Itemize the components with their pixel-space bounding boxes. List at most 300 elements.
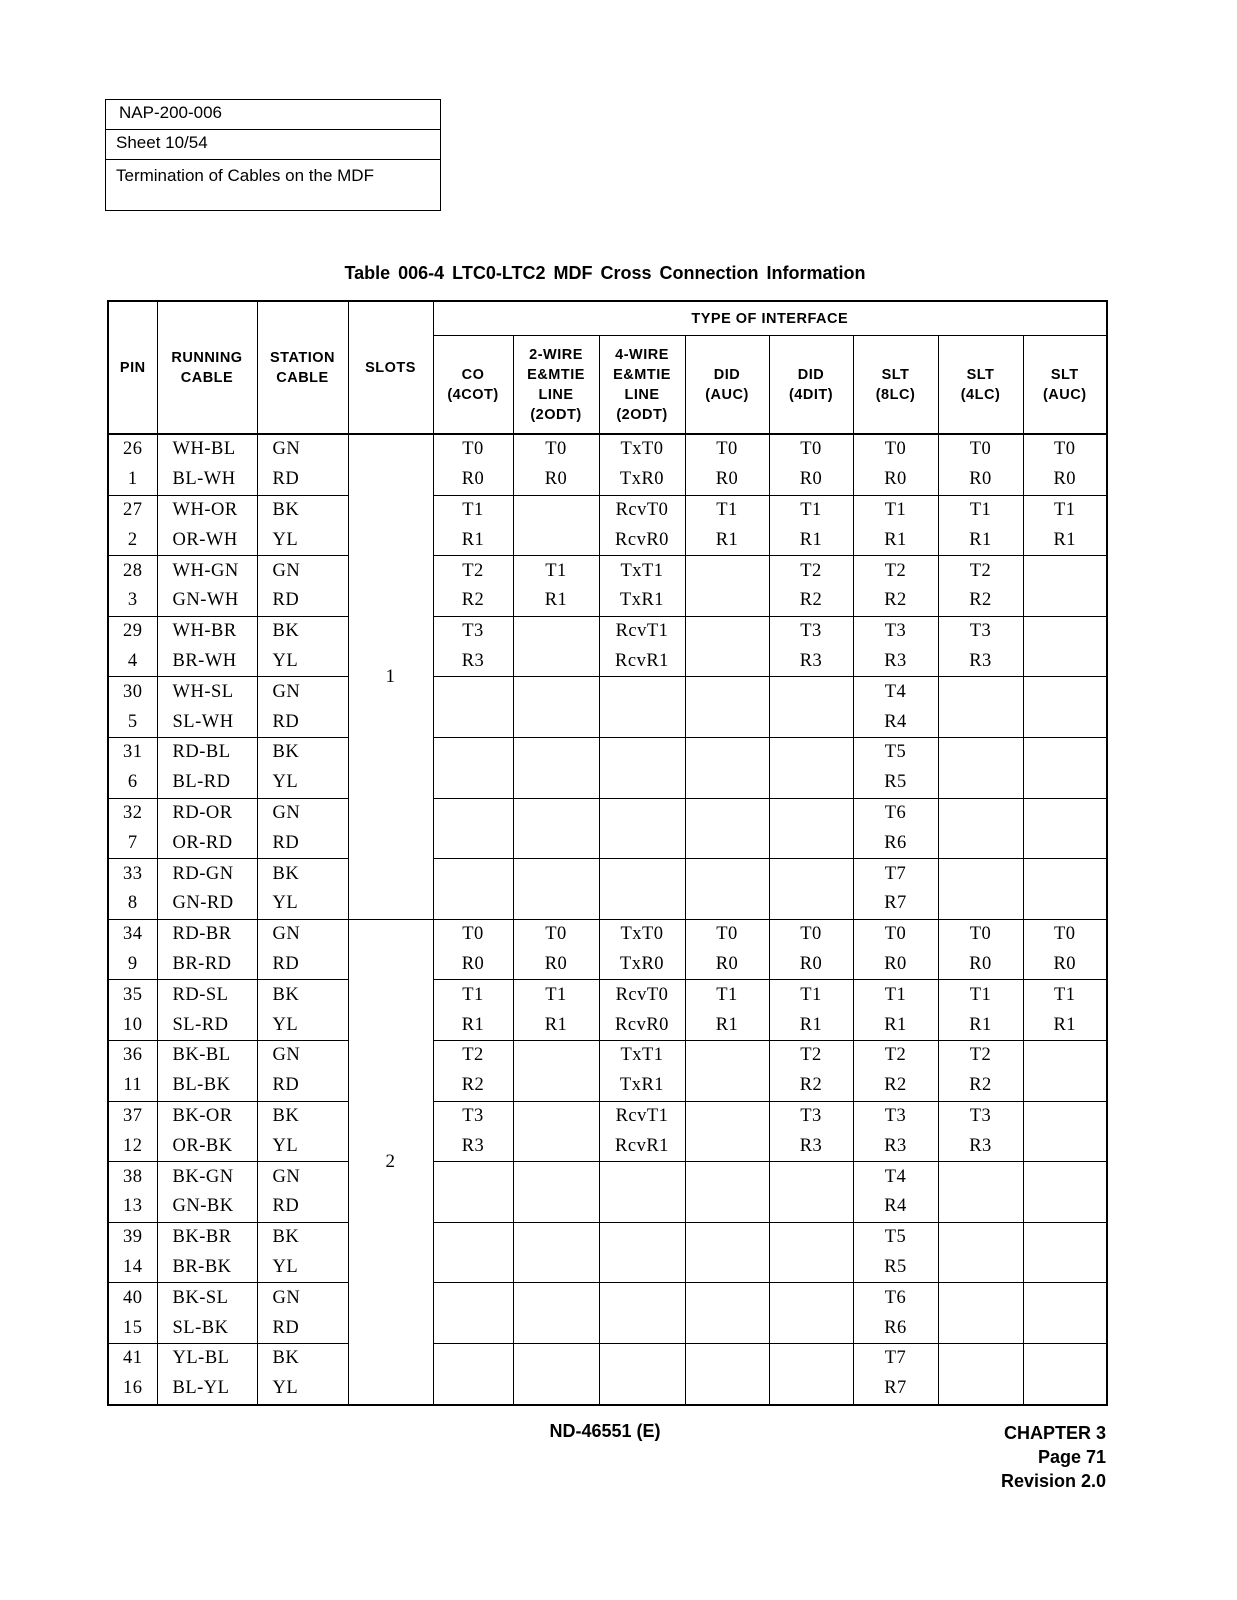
doc-subject: Termination of Cables on the MDF [116,166,374,185]
interface-cell [433,1283,513,1313]
interface-cell [938,859,1023,889]
chapter-label: CHAPTER 3 [1003,1423,1106,1443]
interface-cell: RcvR1 [599,647,685,677]
interface-cell [938,1222,1023,1252]
document-info-box [105,99,441,211]
interface-cell [1023,798,1107,828]
col-header-interface: SLT (AUC) [1023,336,1107,435]
table-row [108,889,1107,919]
interface-cell: TxT1 [599,1040,685,1070]
station-cable-cell: YL [257,1374,348,1405]
col-header-interface: DID (AUC) [685,336,769,435]
interface-cell [433,1162,513,1192]
interface-cell: R3 [853,1131,938,1161]
running-cable-cell: RD-GN [157,859,257,889]
sheet-number: Sheet 10/54 [106,130,440,160]
station-cable-cell: BK [257,1222,348,1252]
interface-cell [513,798,599,828]
pin-cell: 14 [108,1253,157,1283]
interface-cell: RcvT1 [599,616,685,646]
interface-cell: TxR0 [599,950,685,980]
interface-cell: T4 [853,1162,938,1192]
interface-cell [513,1101,599,1131]
interface-cell: R3 [769,647,853,677]
interface-cell [938,1253,1023,1283]
interface-cell [938,889,1023,919]
interface-cell [433,677,513,707]
interface-cell [769,1343,853,1373]
interface-cell: T3 [853,616,938,646]
interface-cell: T2 [769,1040,853,1070]
station-cable-cell: BK [257,859,348,889]
interface-cell [513,1343,599,1373]
doc-id: NAP-200-006 [106,100,440,130]
interface-cell [599,889,685,919]
interface-cell: R7 [853,1374,938,1405]
interface-cell [1023,616,1107,646]
interface-cell [938,768,1023,798]
interface-cell: T1 [853,980,938,1010]
interface-cell [1023,1101,1107,1131]
interface-cell: R3 [769,1131,853,1161]
table-row [108,1131,1107,1161]
running-cable-cell: WH-SL [157,677,257,707]
station-cable-cell: YL [257,1010,348,1040]
page-number: Page 71 [1037,1447,1106,1467]
station-cable-cell: GN [257,1040,348,1070]
table-row [108,1343,1107,1373]
revision-label: Revision 2.0 [1000,1471,1106,1491]
interface-cell [938,828,1023,858]
interface-cell [599,1253,685,1283]
interface-cell: R2 [769,586,853,616]
interface-cell: R2 [433,1071,513,1101]
interface-cell: T0 [938,434,1023,465]
col-header-type-of-interface: TYPE OF INTERFACE [433,301,1107,336]
interface-cell: R0 [938,950,1023,980]
interface-cell: R1 [938,525,1023,555]
pin-cell: 3 [108,586,157,616]
interface-cell [513,859,599,889]
interface-cell [769,859,853,889]
interface-cell [938,1283,1023,1313]
interface-cell [599,737,685,767]
running-cable-cell: RD-OR [157,798,257,828]
running-cable-cell: WH-BL [157,434,257,465]
interface-cell: R2 [853,586,938,616]
interface-cell: T0 [938,919,1023,949]
table-row [108,768,1107,798]
interface-cell: T2 [433,556,513,586]
pin-cell: 36 [108,1040,157,1070]
table-row [108,919,1107,949]
interface-cell [769,889,853,919]
document-number: ND-46551 (E) [549,1421,661,1441]
interface-cell: R2 [938,586,1023,616]
pin-cell: 13 [108,1192,157,1222]
running-cable-cell: YL-BL [157,1343,257,1373]
interface-cell [685,1222,769,1252]
interface-cell: TxT0 [599,919,685,949]
running-cable-cell: BR-WH [157,647,257,677]
interface-cell: T1 [433,495,513,525]
interface-cell: RcvR0 [599,525,685,555]
interface-cell: T2 [433,1040,513,1070]
interface-cell [433,737,513,767]
table-row [108,950,1107,980]
pin-cell: 2 [108,525,157,555]
interface-cell [433,1253,513,1283]
interface-cell: R2 [769,1071,853,1101]
pin-cell: 34 [108,919,157,949]
station-cable-cell: BK [257,616,348,646]
interface-cell: R1 [1023,525,1107,555]
pin-cell: 27 [108,495,157,525]
interface-cell: R7 [853,889,938,919]
interface-cell [433,707,513,737]
pin-cell: 16 [108,1374,157,1405]
interface-cell [433,798,513,828]
station-cable-cell: BK [257,980,348,1010]
interface-cell: T1 [513,980,599,1010]
table-row [108,677,1107,707]
interface-cell: TxR0 [599,465,685,495]
interface-cell [769,1374,853,1405]
table-row [108,1010,1107,1040]
pin-cell: 35 [108,980,157,1010]
table-row [108,465,1107,495]
pin-cell: 28 [108,556,157,586]
table-title: Table 006-4 LTC0-LTC2 MDF Cross Connection Information [344,263,866,283]
running-cable-cell: BL-RD [157,768,257,798]
interface-cell [433,1374,513,1405]
interface-cell [433,889,513,919]
interface-cell [1023,647,1107,677]
running-cable-cell: BL-YL [157,1374,257,1405]
interface-cell [1023,1131,1107,1161]
interface-cell [513,768,599,798]
interface-cell: R2 [433,586,513,616]
interface-cell [938,707,1023,737]
interface-cell: R0 [685,465,769,495]
interface-cell [433,1343,513,1373]
pin-cell: 26 [108,434,157,465]
pin-cell: 7 [108,828,157,858]
interface-cell [513,707,599,737]
station-cable-cell: GN [257,1162,348,1192]
interface-cell [599,1222,685,1252]
table-row [108,980,1107,1010]
interface-cell: R3 [433,1131,513,1161]
interface-cell [685,1101,769,1131]
pin-cell: 11 [108,1071,157,1101]
table-row [108,707,1107,737]
interface-cell [1023,737,1107,767]
interface-cell [769,1283,853,1313]
running-cable-cell: OR-RD [157,828,257,858]
interface-cell [938,1313,1023,1343]
interface-cell [599,798,685,828]
interface-cell [938,798,1023,828]
interface-cell [1023,859,1107,889]
interface-cell [685,1283,769,1313]
interface-cell [1023,1253,1107,1283]
interface-cell [599,1374,685,1405]
pin-cell: 5 [108,707,157,737]
interface-cell: T4 [853,677,938,707]
interface-cell: R1 [513,1010,599,1040]
interface-cell [769,1222,853,1252]
table-body [108,434,1107,1405]
station-cable-cell: RD [257,707,348,737]
interface-cell [685,616,769,646]
interface-cell: T1 [1023,980,1107,1010]
pin-cell: 10 [108,1010,157,1040]
interface-cell: R0 [433,950,513,980]
interface-cell: T0 [769,434,853,465]
interface-cell [513,1071,599,1101]
interface-cell [433,768,513,798]
interface-cell [685,586,769,616]
interface-cell: T1 [769,980,853,1010]
pin-cell: 15 [108,1313,157,1343]
interface-cell: T1 [513,556,599,586]
table-row [108,1313,1107,1343]
interface-cell [769,1192,853,1222]
table-row [108,616,1107,646]
col-header-interface: SLT (4LC) [938,336,1023,435]
interface-cell [769,1162,853,1192]
pin-cell: 4 [108,647,157,677]
interface-cell: T5 [853,737,938,767]
interface-cell [685,1343,769,1373]
interface-cell [1023,1343,1107,1373]
interface-cell: R0 [433,465,513,495]
interface-cell: RcvT1 [599,1101,685,1131]
table-row [108,859,1107,889]
running-cable-cell: GN-WH [157,586,257,616]
interface-cell [685,1313,769,1343]
table-row [108,737,1107,767]
table-row [108,828,1107,858]
interface-cell: R1 [938,1010,1023,1040]
interface-cell [433,828,513,858]
interface-cell [769,677,853,707]
station-cable-cell: YL [257,647,348,677]
interface-cell: T1 [433,980,513,1010]
interface-cell: T1 [685,495,769,525]
station-cable-cell: BK [257,495,348,525]
table-row [108,525,1107,555]
interface-cell: TxT1 [599,556,685,586]
table-row [108,1283,1107,1313]
table-row [108,1071,1107,1101]
interface-cell: R0 [685,950,769,980]
interface-cell [513,1253,599,1283]
pin-cell: 1 [108,465,157,495]
interface-cell [513,1283,599,1313]
interface-cell: T0 [1023,919,1107,949]
slot-cell: 1 [348,434,433,919]
col-header-slots: SLOTS [348,301,433,434]
interface-cell: T2 [938,556,1023,586]
pin-cell: 41 [108,1343,157,1373]
interface-cell [685,1374,769,1405]
interface-cell: T0 [513,919,599,949]
interface-cell: R6 [853,828,938,858]
station-cable-cell: RD [257,828,348,858]
station-cable-cell: GN [257,556,348,586]
col-header-interface: SLT (8LC) [853,336,938,435]
table-row [108,1162,1107,1192]
pin-cell: 38 [108,1162,157,1192]
interface-cell [685,828,769,858]
interface-cell [433,1222,513,1252]
interface-cell: R1 [685,525,769,555]
interface-cell: RcvT0 [599,980,685,1010]
interface-cell [513,495,599,525]
interface-cell: R1 [685,1010,769,1040]
interface-cell: T0 [433,919,513,949]
interface-cell [1023,1283,1107,1313]
interface-cell [938,677,1023,707]
interface-cell: T1 [938,495,1023,525]
interface-cell [513,828,599,858]
running-cable-cell: WH-GN [157,556,257,586]
interface-cell: RcvR0 [599,1010,685,1040]
pin-cell: 31 [108,737,157,767]
running-cable-cell: RD-SL [157,980,257,1010]
interface-cell: R3 [853,647,938,677]
interface-cell [1023,1222,1107,1252]
running-cable-cell: GN-RD [157,889,257,919]
interface-cell: T0 [685,434,769,465]
station-cable-cell: YL [257,768,348,798]
station-cable-cell: GN [257,677,348,707]
pin-cell: 9 [108,950,157,980]
interface-cell [685,556,769,586]
station-cable-cell: BK [257,1343,348,1373]
interface-cell [769,828,853,858]
interface-cell [1023,1040,1107,1070]
station-cable-cell: YL [257,1131,348,1161]
running-cable-cell: OR-BK [157,1131,257,1161]
col-header-station-cable: STATION CABLE [257,301,348,434]
interface-cell [599,768,685,798]
interface-cell: RcvT0 [599,495,685,525]
interface-cell: TxT0 [599,434,685,465]
interface-cell: TxR1 [599,586,685,616]
interface-cell: T3 [433,616,513,646]
interface-cell [938,1374,1023,1405]
running-cable-cell: BK-GN [157,1162,257,1192]
interface-cell [599,828,685,858]
interface-cell [513,1222,599,1252]
interface-cell: R1 [513,586,599,616]
pin-cell: 29 [108,616,157,646]
interface-cell [513,1192,599,1222]
col-header-interface: CO (4COT) [433,336,513,435]
pin-cell: 30 [108,677,157,707]
interface-cell [513,1162,599,1192]
interface-cell [685,1131,769,1161]
interface-cell [1023,677,1107,707]
running-cable-cell: BL-WH [157,465,257,495]
interface-cell: T1 [685,980,769,1010]
running-cable-cell: BL-BK [157,1071,257,1101]
interface-cell [513,1040,599,1070]
pin-cell: 40 [108,1283,157,1313]
running-cable-cell: SL-RD [157,1010,257,1040]
station-cable-cell: RD [257,465,348,495]
interface-cell [1023,768,1107,798]
interface-cell: T1 [853,495,938,525]
interface-cell: T0 [1023,434,1107,465]
pin-cell: 6 [108,768,157,798]
interface-cell [769,737,853,767]
station-cable-cell: BK [257,1101,348,1131]
interface-cell [685,647,769,677]
interface-cell [938,1343,1023,1373]
interface-cell [685,1071,769,1101]
interface-cell [1023,828,1107,858]
interface-cell [433,1192,513,1222]
running-cable-cell: BR-BK [157,1253,257,1283]
table-row [108,1040,1107,1070]
interface-cell [513,889,599,919]
col-header-running-cable: RUNNING CABLE [157,301,257,434]
station-cable-cell: GN [257,1283,348,1313]
interface-cell: TxR1 [599,1071,685,1101]
pin-cell: 37 [108,1101,157,1131]
interface-cell [685,737,769,767]
interface-cell: T0 [433,434,513,465]
table-row [108,1101,1107,1131]
interface-cell: T2 [853,556,938,586]
cross-connection-table [107,300,1108,1406]
interface-cell [1023,586,1107,616]
interface-cell: T1 [769,495,853,525]
interface-cell: R0 [513,465,599,495]
interface-cell [769,798,853,828]
col-header-interface: 4-WIRE E&MTIE LINE (2ODT) [599,336,685,435]
interface-cell [685,889,769,919]
interface-cell [599,1343,685,1373]
interface-cell [769,768,853,798]
table-row [108,434,1107,465]
interface-cell: T3 [938,1101,1023,1131]
interface-cell [513,647,599,677]
col-header-pin: PIN [108,301,157,434]
interface-cell: T1 [1023,495,1107,525]
interface-cell: R1 [433,1010,513,1040]
interface-cell: R6 [853,1313,938,1343]
table-row [108,556,1107,586]
interface-cell [1023,1071,1107,1101]
interface-cell: T2 [769,556,853,586]
table-row [108,1192,1107,1222]
interface-cell [599,1162,685,1192]
interface-cell: R0 [769,950,853,980]
interface-cell: T3 [769,616,853,646]
interface-cell [433,1313,513,1343]
interface-cell [685,859,769,889]
station-cable-cell: RD [257,950,348,980]
interface-cell [513,616,599,646]
running-cable-cell: BK-BL [157,1040,257,1070]
interface-cell: R1 [853,525,938,555]
interface-cell: R3 [433,647,513,677]
